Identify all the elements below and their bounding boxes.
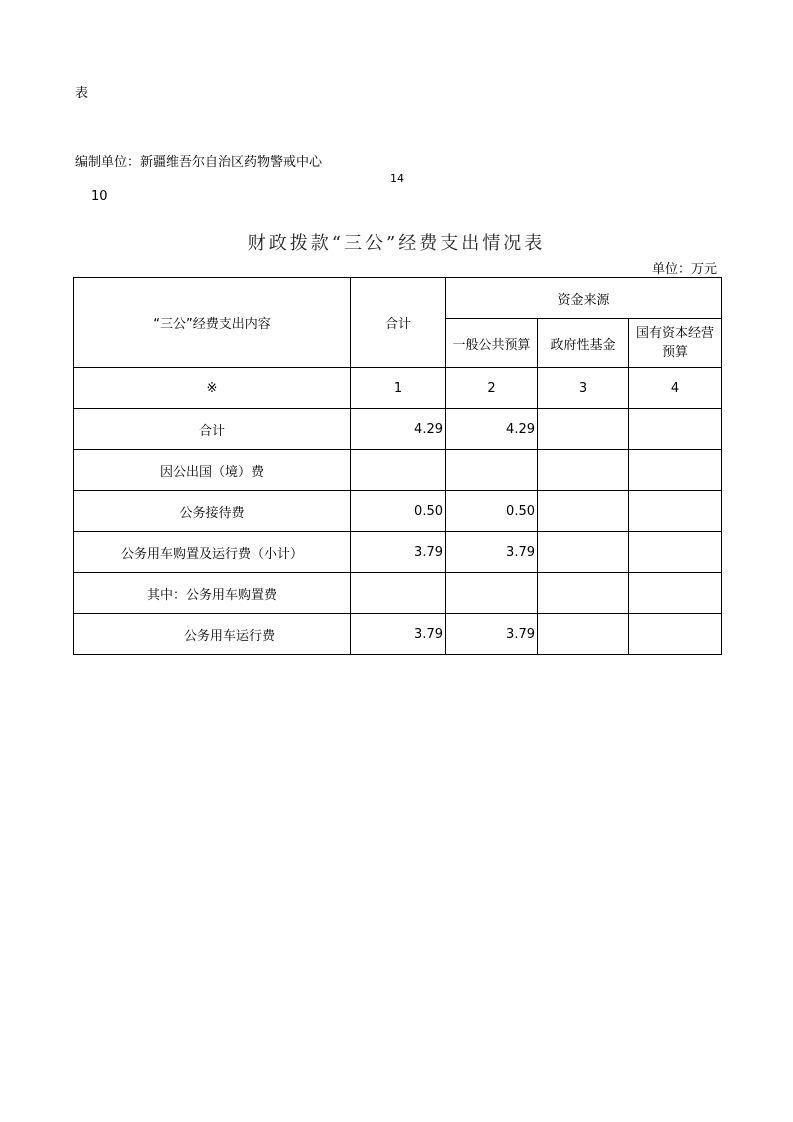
- row-gov: [538, 532, 629, 573]
- row-state: [629, 614, 722, 655]
- row-general: [446, 573, 538, 614]
- row-item: 合计: [74, 409, 351, 450]
- index-cell: 4: [629, 368, 722, 409]
- row-total: [351, 450, 446, 491]
- row-item: 公务用车运行费: [74, 614, 351, 655]
- row-general: 3.79: [446, 614, 538, 655]
- row-item: 公务用车购置及运行费（小计）: [74, 532, 351, 573]
- table-row: [74, 532, 722, 573]
- table-row: [74, 491, 722, 532]
- row-gov: [538, 491, 629, 532]
- header-item: “三公”经费支出内容: [74, 278, 351, 368]
- row-gov: [538, 409, 629, 450]
- row-state: [629, 532, 722, 573]
- index-cell: 2: [446, 368, 538, 409]
- header-general-budget: 一般公共预算: [446, 319, 538, 368]
- header-total: 合计: [351, 278, 446, 368]
- table-row: [74, 614, 722, 655]
- row-state: [629, 491, 722, 532]
- row-item: 其中：公务用车购置费: [74, 573, 351, 614]
- row-general: 3.79: [446, 532, 538, 573]
- row-total: 0.50: [351, 491, 446, 532]
- row-item: 因公出国（境）费: [74, 450, 351, 491]
- index-cell: 3: [538, 368, 629, 409]
- document-title: 财政拨款“三公”经费支出情况表: [247, 233, 546, 254]
- page-number: 14: [390, 172, 404, 185]
- form-label: 表: [75, 86, 89, 101]
- row-gov: [538, 450, 629, 491]
- row-state: [629, 409, 722, 450]
- row-total: 3.79: [351, 532, 446, 573]
- header-source-group: 资金来源: [446, 278, 722, 319]
- table-row: [74, 573, 722, 614]
- index-cell: 1: [351, 368, 446, 409]
- unit-label: 单位：万元: [651, 262, 717, 277]
- row-general: 4.29: [446, 409, 538, 450]
- row-gov: [538, 573, 629, 614]
- expense-table: [73, 277, 722, 655]
- header-gov-fund: 政府性基金: [538, 319, 629, 368]
- compiler-unit: 编制单位：新疆维吾尔自治区药物警戒中心: [75, 155, 323, 170]
- row-total: 3.79: [351, 614, 446, 655]
- table-row: [74, 409, 722, 450]
- row-state: [629, 573, 722, 614]
- index-row: [74, 368, 722, 409]
- row-item: 公务接待费: [74, 491, 351, 532]
- index-cell: ※: [74, 368, 351, 409]
- row-gov: [538, 614, 629, 655]
- header-state-capital: 国有资本经营预算: [629, 319, 722, 368]
- table-number: 10: [91, 189, 108, 204]
- row-general: [446, 450, 538, 491]
- row-state: [629, 450, 722, 491]
- row-total: [351, 573, 446, 614]
- row-general: 0.50: [446, 491, 538, 532]
- header-row: [74, 278, 722, 319]
- row-total: 4.29: [351, 409, 446, 450]
- table-row: [74, 450, 722, 491]
